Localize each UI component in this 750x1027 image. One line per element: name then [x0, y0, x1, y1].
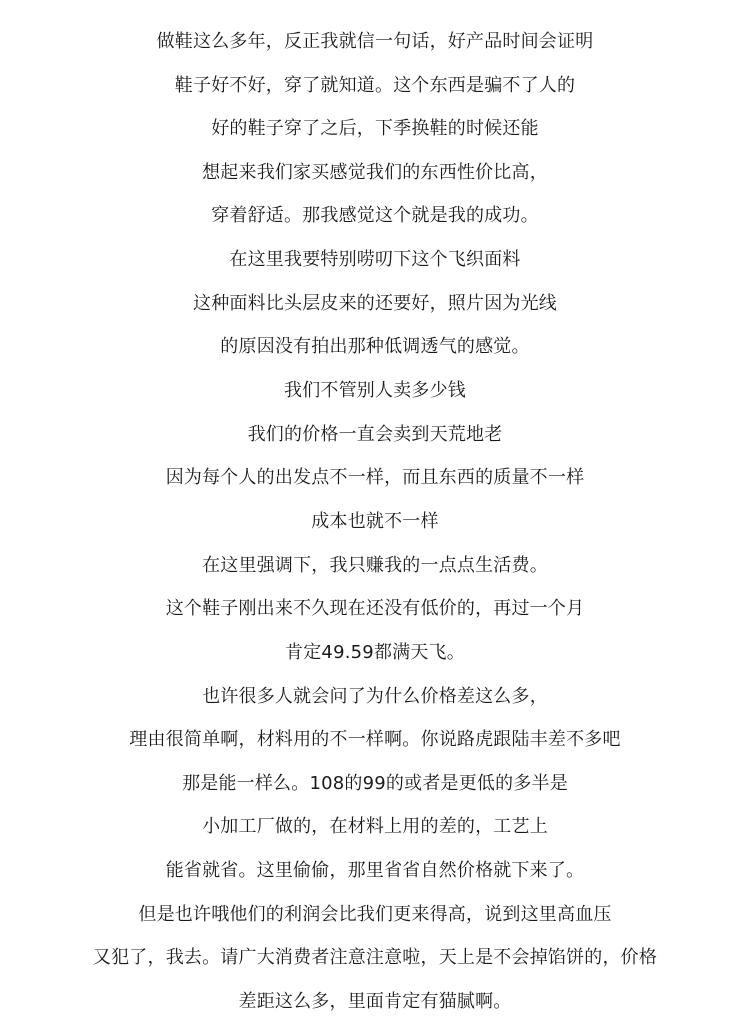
text-line: 在这里强调下，我只赚我的一点点生活费。: [202, 555, 548, 576]
text-line: 这种面料比头层皮来的还要好，照片因为光线: [193, 293, 557, 314]
text-line: 穿着舒适。那我感觉这个就是我的成功。: [211, 205, 539, 226]
text-line: 理由很简单啊，材料用的不一样啊。你说路虎跟陆丰差不多吧: [129, 729, 621, 750]
text-line: 因为每个人的出发点不一样，而且东西的质量不一样: [165, 467, 585, 488]
text-line: 我们不管别人卖多少钱: [284, 380, 466, 401]
text-line: 肯定49.59都满天飞。: [285, 642, 465, 663]
text-line: 那是能一样么。108的99的或者是更低的多半是: [182, 773, 568, 794]
text-line: 好的鞋子穿了之后，下季换鞋的时候还能: [211, 118, 539, 139]
text-line: 能省就省。这里偷偷，那里省省自然价格就下来了。: [165, 860, 585, 881]
text-line: 在这里我要特别唠叨下这个飞织面料: [229, 249, 521, 270]
text-line: 小加工厂做的，在材料上用的差的，工艺上: [202, 816, 548, 837]
text-line: 做鞋这么多年，反正我就信一句话，好产品时间会证明: [156, 31, 594, 52]
text-line: 鞋子好不好，穿了就知道。这个东西是骗不了人的: [174, 75, 576, 96]
text-line: 又犯了，我去。请广大消费者注意注意啦，天上是不会掉馅饼的，价格: [92, 947, 658, 968]
text-line: 这个鞋子刚出来不久现在还没有低价的，再过一个月: [165, 598, 585, 619]
text-line: 但是也许哦他们的利润会比我们更来得高，说到这里高血压: [138, 904, 612, 925]
text-line: 我们的价格一直会卖到天荒地老: [247, 424, 503, 445]
text-line: 成本也就不一样: [311, 511, 439, 532]
text-line: 也许很多人就会问了为什么价格差这么多，: [202, 686, 548, 707]
text-line: 想起来我们家买感觉我们的东西性价比高，: [202, 162, 548, 183]
text-line: 的原因没有拍出那种低调透气的感觉。: [220, 336, 530, 357]
text-line: 差距这么多，里面肯定有猫腻啊。: [238, 991, 512, 1012]
